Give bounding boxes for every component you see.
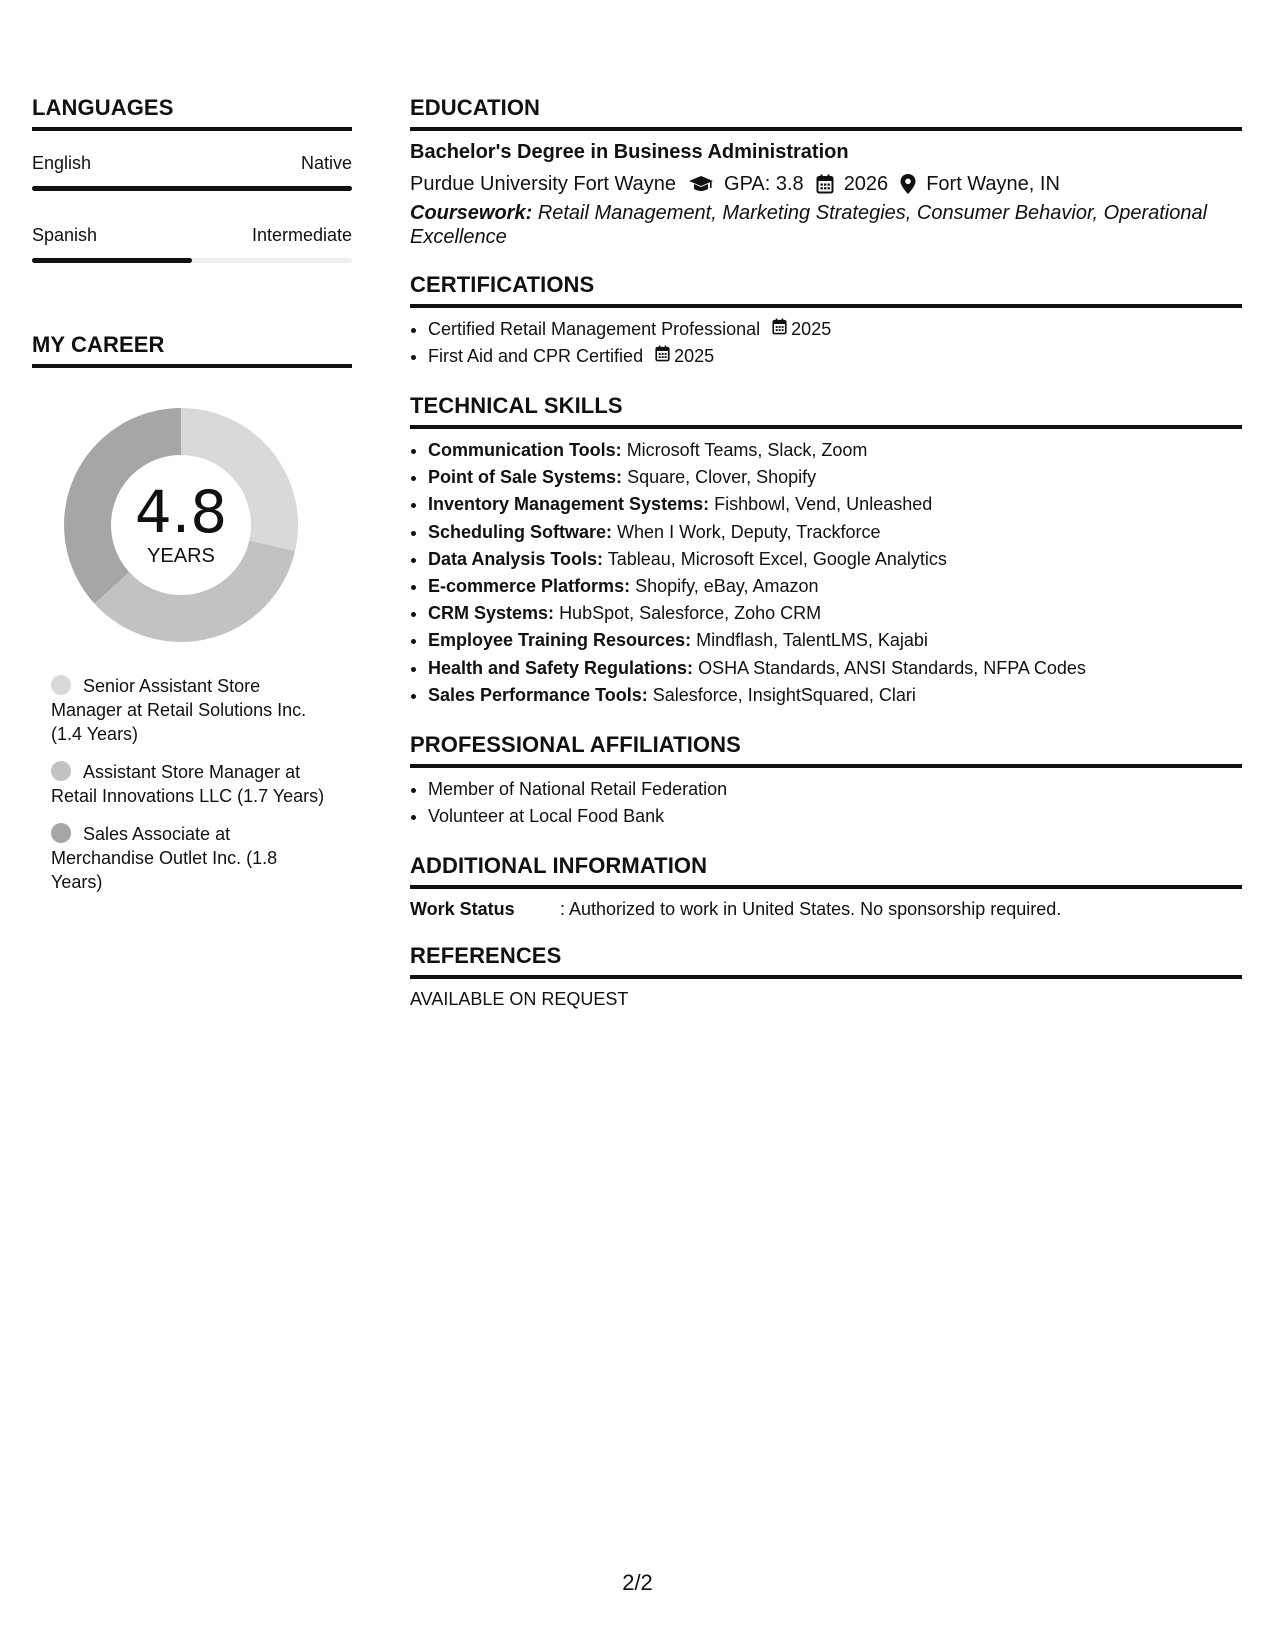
list-item [428, 491, 1242, 518]
list-item [428, 546, 1242, 573]
list-item: • Volunteer at Local Food Bank [428, 803, 1242, 830]
donut-center [56, 400, 306, 650]
skill-category: Sales Performance Tools: [428, 684, 648, 705]
career-legend-item [51, 674, 331, 746]
additional-info-heading: ADDITIONAL INFORMATION [410, 852, 1242, 889]
career-legend-label: Assistant Store Manager at Retail Innovations LLC (1.7 Years) [51, 762, 325, 806]
language-name: English [32, 153, 92, 173]
language-proficiency-bar [32, 258, 352, 263]
legend-dot [51, 675, 71, 695]
list-item [428, 464, 1242, 491]
page-number: 2/2 [622, 1570, 653, 1595]
skill-category: Point of Sale Systems: [428, 467, 623, 488]
career-legend-item [51, 822, 331, 894]
coursework-list: Retail Management, Marketing Strategies, Consumer Behavior, Operational Excellence [410, 202, 1208, 248]
career-section [32, 331, 352, 894]
skill-values: Square, Clover, Shopify [627, 467, 817, 488]
skill-values: Shopify, eBay, Amazon [635, 576, 819, 597]
languages-heading: LANGUAGES [32, 94, 352, 131]
certifications-heading: CERTIFICATIONS [410, 271, 1242, 308]
language-proficiency-fill [32, 258, 192, 263]
skill-values: Salesforce, InsightSquared, Clari [652, 684, 916, 705]
certification-year: 2025 [674, 346, 715, 366]
career-heading: MY CAREER [32, 331, 352, 368]
coursework-label: Coursework: [410, 202, 533, 224]
education-section [410, 94, 1242, 249]
degree-title: Bachelor's Degree in Business Administration [410, 141, 849, 163]
list-item [428, 682, 1242, 709]
left-column [32, 94, 352, 908]
list-item [428, 316, 1242, 343]
technical-skills-heading: TECHNICAL SKILLS [410, 392, 1242, 429]
right-column [410, 94, 1242, 1010]
calendar-icon [772, 316, 791, 343]
list-item: • Member of National Retail Federation [428, 776, 1242, 803]
skill-category: CRM Systems: [428, 603, 555, 624]
skill-values: Tableau, Microsoft Excel, Google Analytics [607, 548, 947, 569]
work-status-label: Work Status [410, 899, 515, 920]
calendar-icon [816, 174, 834, 194]
school-location: Fort Wayne, IN [926, 173, 1060, 195]
list-item [428, 627, 1242, 654]
skill-category: Health and Safety Regulations: [428, 657, 694, 678]
language-name: Spanish [32, 225, 98, 245]
list-item [428, 519, 1242, 546]
legend-dot [51, 823, 71, 843]
career-legend-item [51, 760, 331, 808]
list-item [428, 600, 1242, 627]
career-legend-label: Sales Associate at Merchandise Outlet Inc. (1.8 Years) [51, 824, 278, 892]
skill-values: Fishbowl, Vend, Unleashed [714, 494, 933, 515]
affiliations-section [410, 731, 1242, 830]
certification-year: 2025 [791, 319, 832, 339]
language-proficiency-bar [32, 186, 352, 191]
skill-category: Data Analysis Tools: [428, 548, 604, 569]
certifications-section [410, 271, 1242, 370]
certification-name: First Aid and CPR Certified [428, 346, 644, 366]
map-pin-icon [900, 174, 916, 194]
list-item [428, 437, 1242, 464]
graduation-cap-icon [688, 175, 714, 193]
calendar-icon [655, 343, 674, 370]
skill-values: When I Work, Deputy, Trackforce [617, 521, 881, 542]
work-status-row [410, 899, 1242, 920]
career-legend-label: Senior Assistant Store Manager at Retail Solutions Inc. (1.4 Years) [51, 676, 307, 744]
career-total-value: 4.8 [134, 478, 228, 546]
coursework [410, 201, 1242, 249]
affiliations-heading: PROFESSIONAL AFFILIATIONS [410, 731, 1242, 768]
education-heading: EDUCATION [410, 94, 1242, 131]
education-details [410, 171, 1242, 197]
work-status-value: : Authorized to work in United States. No sponsorship required. [560, 899, 1062, 920]
graduation-year: 2026 [843, 173, 889, 195]
affiliations-list [410, 776, 1242, 830]
references-section [410, 942, 1242, 1010]
gpa: GPA: 3.8 [724, 173, 804, 195]
certifications-list [410, 316, 1242, 370]
language-item [32, 153, 352, 191]
language-level: Native [300, 153, 352, 173]
career-total-unit: YEARS [147, 545, 215, 567]
technical-skills-section [410, 392, 1242, 709]
additional-info-section [410, 852, 1242, 920]
references-heading: REFERENCES [410, 942, 1242, 979]
skill-category: Scheduling Software: [428, 521, 613, 542]
skill-category: Employee Training Resources: [428, 630, 692, 651]
technical-skills-list [410, 437, 1242, 709]
certification-name: Certified Retail Management Professional [428, 319, 761, 339]
career-donut-chart [56, 400, 306, 650]
career-legend [51, 674, 331, 894]
skill-values: HubSpot, Salesforce, Zoho CRM [559, 603, 822, 624]
skill-values: Mindflash, TalentLMS, Kajabi [696, 630, 928, 651]
skill-values: Microsoft Teams, Slack, Zoom [626, 440, 868, 460]
skill-values: OSHA Standards, ANSI Standards, NFPA Codes [698, 657, 1086, 678]
skill-category: Communication Tools: [428, 440, 622, 460]
list-item [428, 655, 1242, 682]
language-item [32, 225, 352, 263]
references-text: AVAILABLE ON REQUEST [410, 989, 629, 1010]
list-item [428, 573, 1242, 600]
legend-dot [51, 761, 71, 781]
skill-category: E-commerce Platforms: [428, 576, 631, 597]
language-proficiency-fill [32, 186, 352, 191]
language-level: Intermediate [251, 225, 352, 245]
skill-category: Inventory Management Systems: [428, 494, 710, 515]
school-name: Purdue University Fort Wayne [410, 173, 677, 195]
list-item [428, 343, 1242, 370]
